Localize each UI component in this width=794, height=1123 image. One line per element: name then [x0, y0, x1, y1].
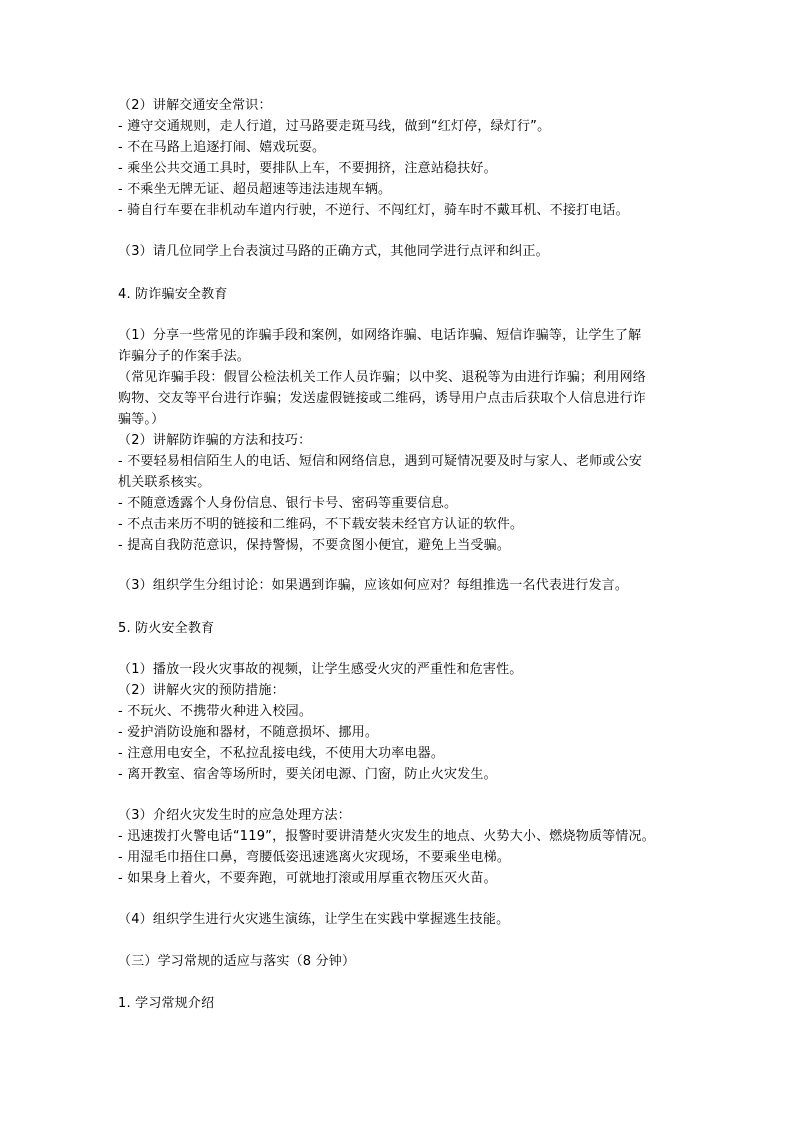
list-item: - 不在马路上追逐打闹、嬉戏玩耍。: [118, 140, 326, 155]
list-item: - 不乘坐无牌无证、超员超速等违法违规车辆。: [118, 182, 392, 197]
list-item: - 离开教室、宿舍等场所时，要关闭电源、门窗，防止火灾发生。: [118, 767, 497, 782]
section-heading: （三）学习常规的适应与落实（8 分钟）: [118, 954, 356, 969]
paragraph: （1）分享一些常见的诈骗手段和案例，如网络诈骗、电话诈骗、短信诈骗等，让学生了解: [118, 328, 642, 343]
list-item: - 爱护消防设施和器材，不随意损坏、挪用。: [118, 725, 379, 740]
list-item: - 注意用电安全，不私拉乱接电线，不使用大功率电器。: [118, 746, 445, 761]
list-item: - 遵守交通规则，走人行道，过马路要走斑马线，做到“红灯停，绿灯行”。: [118, 119, 551, 134]
list-item: - 不随意透露个人身份信息、银行卡号、密码等重要信息。: [118, 496, 458, 511]
list-item: - 不点击来历不明的链接和二维码，不下载安装未经官方认证的软件。: [118, 517, 524, 532]
subsection-heading: （2）讲解防诈骗的方法和技巧：: [118, 433, 312, 448]
list-item: - 用湿毛巾捂住口鼻，弯腰低姿迅速逃离火灾现场，不要乘坐电梯。: [118, 850, 511, 865]
list-item: - 迅速拨打火警电话“119”，报警时要讲清楚火灾发生的地点、火势大小、燃烧物质等情况。: [118, 829, 655, 844]
list-item: - 乘坐公共交通工具时，要排队上车，不要拥挤，注意站稳扶好。: [118, 161, 497, 176]
section-heading: 5. 防火安全教育: [118, 621, 215, 636]
section-heading: 1. 学习常规介绍: [118, 996, 215, 1011]
subsection-heading: （3）介绍火灾发生时的应急处理方法：: [118, 808, 351, 823]
paragraph: 诈骗分子的作案手法。: [118, 349, 251, 364]
section-heading: 4. 防诈骗安全教育: [118, 287, 228, 302]
list-item: - 不玩火、不携带火种进入校园。: [118, 704, 313, 719]
list-item: - 不要轻易相信陌生人的电话、短信和网络信息，遇到可疑情况要及时与家人、老师或公安: [118, 454, 643, 469]
paragraph: （1）播放一段火灾事故的视频，让学生感受火灾的严重性和危害性。: [118, 662, 523, 677]
paragraph: 骗等。）: [118, 412, 165, 427]
paragraph: （常见诈骗手段：假冒公检法机关工作人员诈骗；以中奖、退税等为由进行诈骗；利用网络: [118, 370, 647, 385]
list-item: - 如果身上着火，不要奔跑，可就地打滚或用厚重衣物压灭火苗。: [118, 871, 497, 886]
paragraph: （3）组织学生分组讨论：如果遇到诈骗，应该如何应对？每组推选一名代表进行发言。: [118, 578, 629, 593]
paragraph: （3）请几位同学上台表演过马路的正确方式，其他同学进行点评和纠正。: [118, 244, 549, 259]
subsection-heading: （2）讲解交通安全常识：: [118, 98, 272, 113]
list-item: 机关联系核实。: [118, 475, 211, 490]
subsection-heading: （2）讲解火灾的预防措施：: [118, 683, 285, 698]
list-item: - 骑自行车要在非机动车道内行驶，不逆行、不闯红灯，骑车时不戴耳机、不接打电话。: [118, 203, 629, 218]
list-item: - 提高自我防范意识，保持警惕，不要贪图小便宜，避免上当受骗。: [118, 538, 511, 553]
paragraph: 购物、交友等平台进行诈骗；发送虚假链接或二维码，诱导用户点击后获取个人信息进行诈: [118, 391, 647, 406]
paragraph: （4）组织学生进行火灾逃生演练，让学生在实践中掌握逃生技能。: [118, 912, 510, 927]
